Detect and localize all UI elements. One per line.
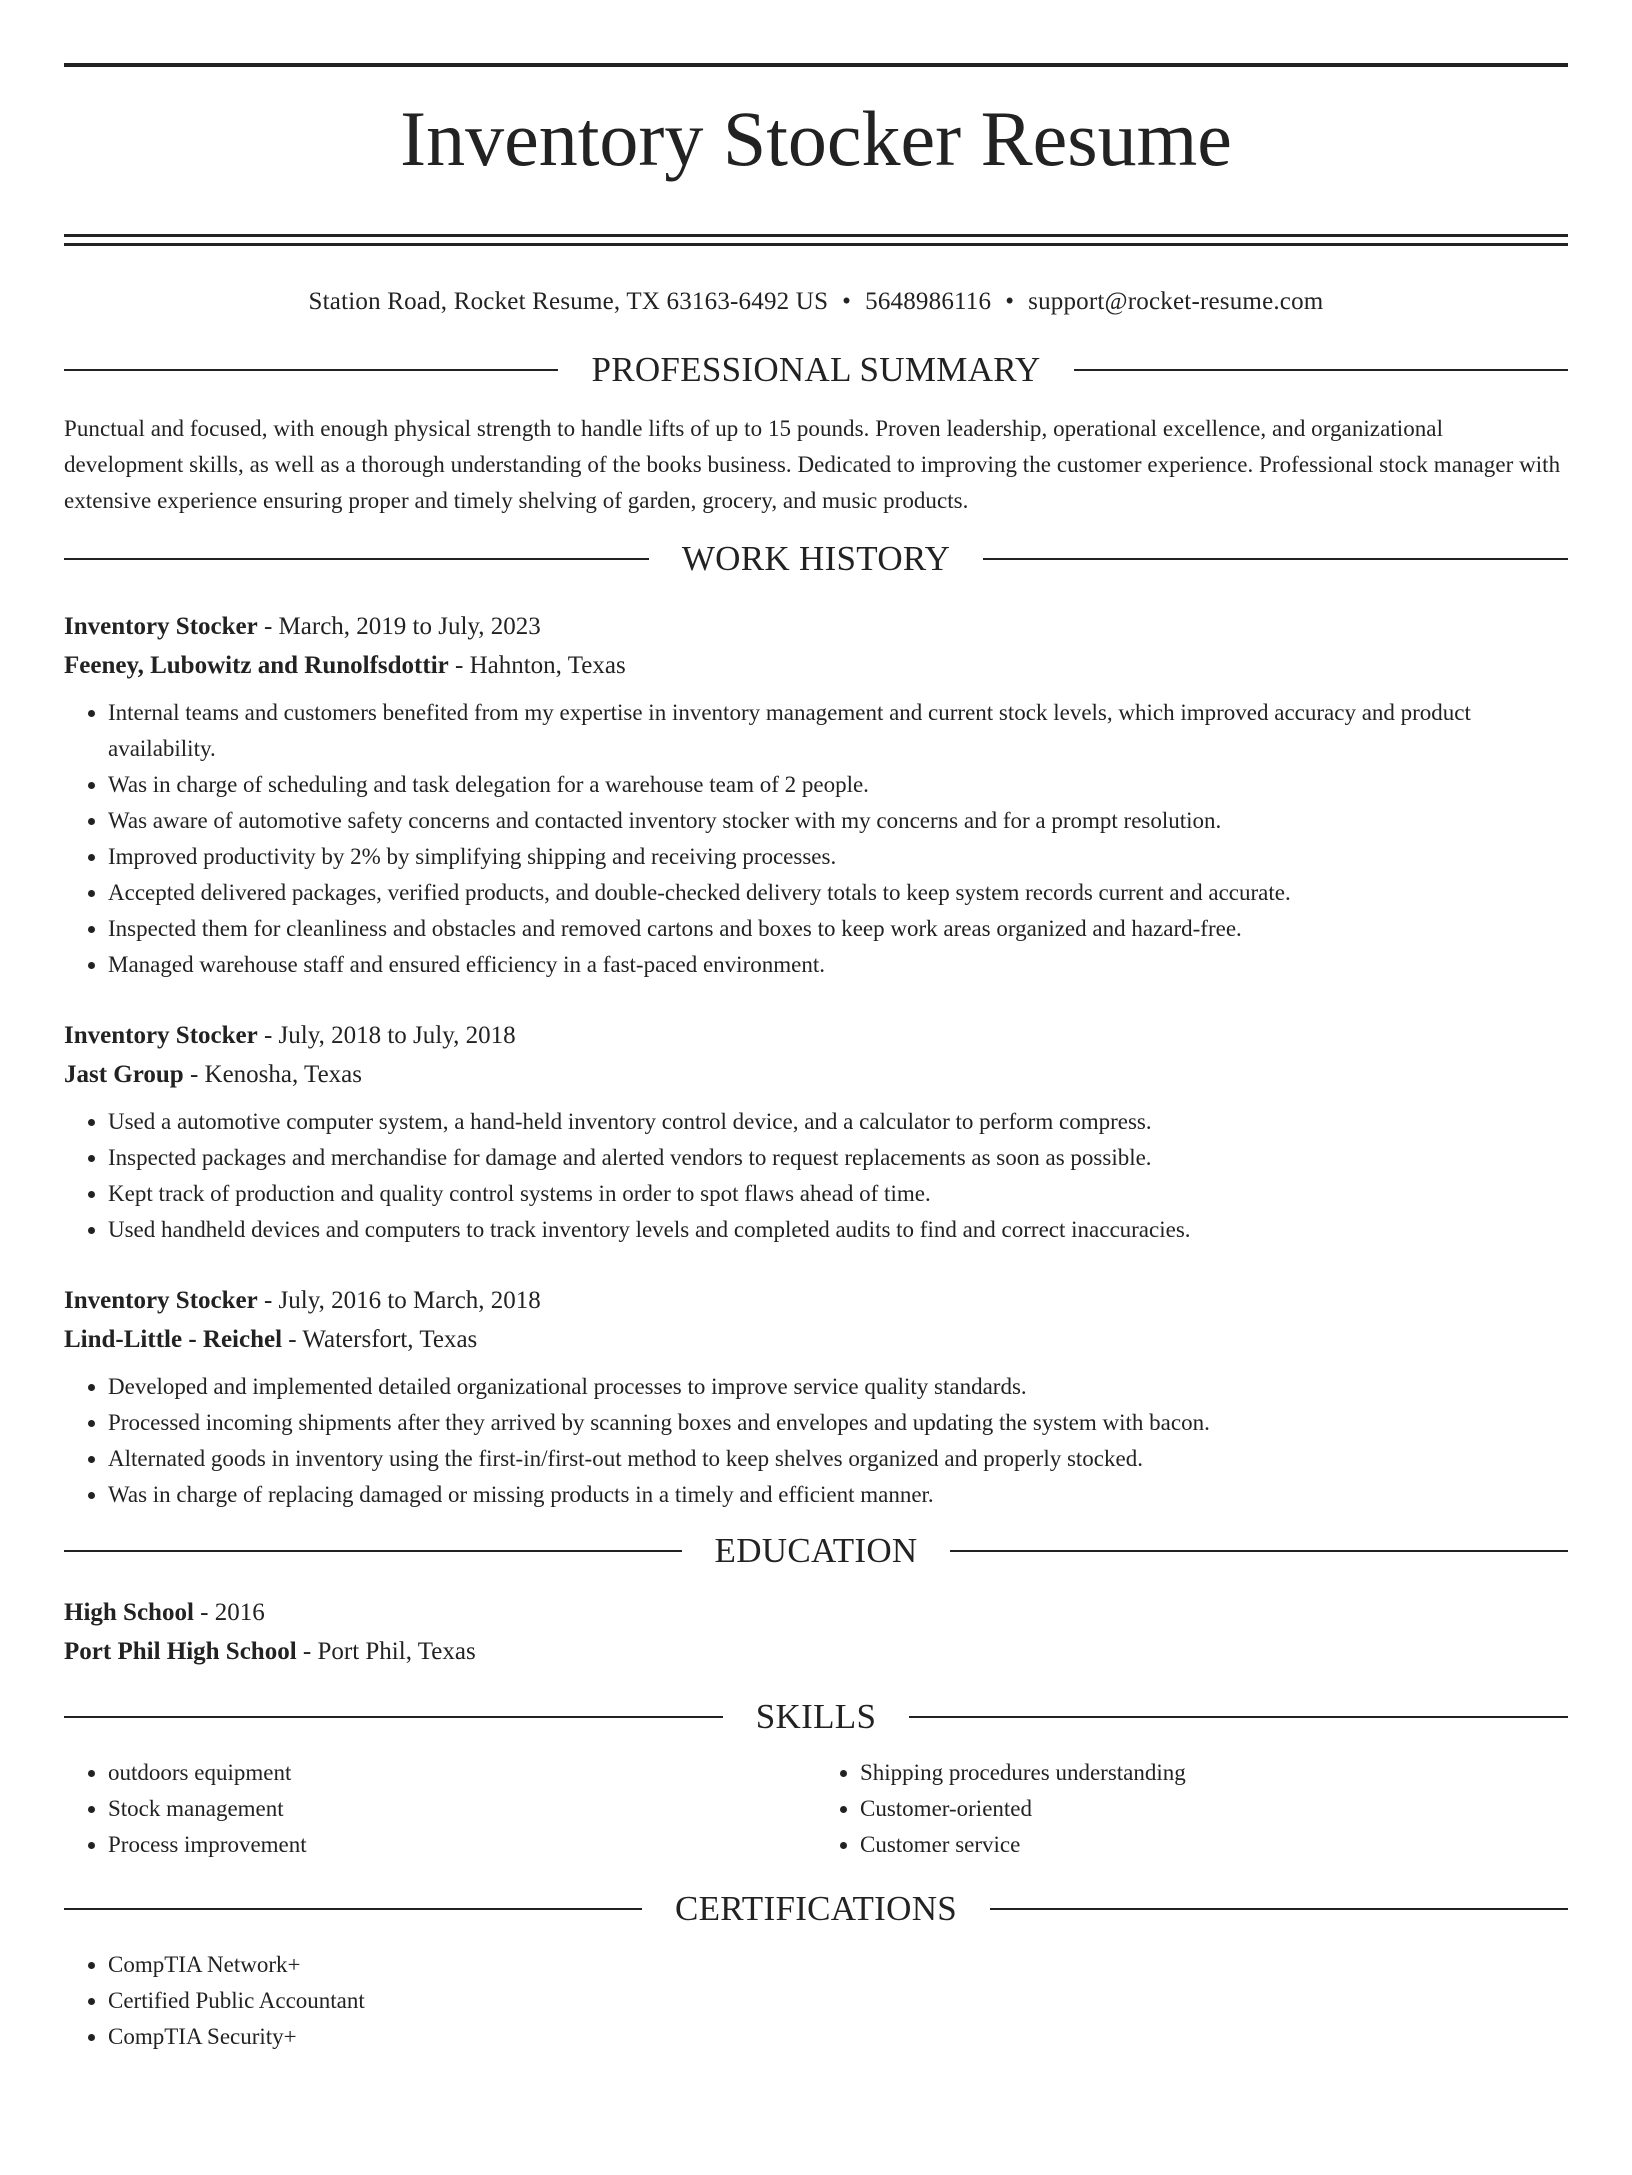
job-entry [64, 607, 1568, 983]
section-heading-summary [64, 350, 1568, 390]
list-item: • Was aware of automotive safety concerns and contacted inventory stocker with my concerns and for a prompt resolution. [108, 803, 1568, 839]
list-item: • Used handheld devices and computers to track inventory levels and completed audits to find and correct inaccuracies. [108, 1212, 1568, 1248]
skill-item: • Process improvement [108, 1827, 816, 1863]
skill-item: • Customer-oriented [860, 1791, 1568, 1827]
contact-email: support@rocket-resume.com [1028, 288, 1324, 316]
list-item: • Inspected packages and merchandise for damage and alerted vendors to request replacements as soon as possible. [108, 1140, 1568, 1176]
job-company: Jast Group [64, 1061, 184, 1089]
list-item: • Developed and implemented detailed organizational processes to improve service quality standards. [108, 1369, 1568, 1405]
heading-rule [64, 1716, 723, 1718]
education-degree: High School [64, 1599, 194, 1627]
heading-rule [64, 558, 649, 560]
skill-item: • Shipping procedures understanding [860, 1755, 1568, 1791]
section-heading-certifications [64, 1889, 1568, 1929]
job-title: Inventory Stocker [64, 613, 258, 641]
job-location: - Hahnton, Texas [448, 652, 626, 680]
heading-rule [990, 1908, 1568, 1910]
list-item: • Was in charge of scheduling and task delegation for a warehouse team of 2 people. [108, 767, 1568, 803]
job-title-line [64, 1016, 1568, 1055]
list-item: • Alternated goods in inventory using the first-in/first-out method to keep shelves organized and properly stocked. [108, 1441, 1568, 1477]
job-title: Inventory Stocker [64, 1022, 258, 1050]
job-location: - Watersfort, Texas [282, 1326, 478, 1354]
section-title: SKILLS [755, 1697, 877, 1737]
heading-rule [950, 1550, 1568, 1552]
section-title: CERTIFICATIONS [674, 1889, 958, 1929]
education-school: Port Phil High School [64, 1638, 297, 1666]
skills-grid [64, 1755, 1568, 1863]
job-company: Lind-Little - Reichel [64, 1326, 283, 1354]
heading-rule [64, 1908, 642, 1910]
list-item: • Kept track of production and quality control systems in order to spot flaws ahead of time. [108, 1176, 1568, 1212]
contact-phone: 5648986116 [865, 288, 992, 316]
list-item: • Used a automotive computer system, a hand-held inventory control device, and a calculator to perform compress. [108, 1104, 1568, 1140]
section-title: PROFESSIONAL SUMMARY [591, 350, 1041, 390]
job-dates: - July, 2016 to March, 2018 [257, 1287, 541, 1315]
contact-separator: • [842, 288, 852, 316]
job-location: - Kenosha, Texas [183, 1061, 362, 1089]
list-item: • Was in charge of replacing damaged or missing products in a timely and efficient manner. [108, 1477, 1568, 1513]
title-double-rule [64, 234, 1568, 246]
job-dates: - July, 2018 to July, 2018 [257, 1022, 516, 1050]
list-item: • Internal teams and customers benefited from my expertise in inventory management and current stock levels, which improved accuracy and product availability. [108, 695, 1568, 767]
education-location: - Port Phil, Texas [296, 1638, 476, 1666]
skills-column-right [816, 1755, 1568, 1863]
job-company-line [64, 1320, 1568, 1359]
contact-address: Station Road, Rocket Resume, TX 63163-6492 US [308, 288, 829, 316]
job-company-line [64, 1055, 1568, 1094]
skills-column-left [64, 1755, 816, 1863]
section-heading-education [64, 1531, 1568, 1571]
job-bullets [64, 1369, 1568, 1513]
job-title-line [64, 607, 1568, 646]
section-heading-work [64, 539, 1568, 579]
certifications-list [64, 1947, 1568, 2055]
section-heading-skills [64, 1697, 1568, 1737]
resume-page [0, 63, 1632, 2175]
job-dates: - March, 2019 to July, 2023 [257, 613, 541, 641]
section-title: EDUCATION [714, 1531, 918, 1571]
skill-item: • Stock management [108, 1791, 816, 1827]
job-title: Inventory Stocker [64, 1287, 258, 1315]
education-entry [64, 1593, 1568, 1671]
list-item: • Inspected them for cleanliness and obstacles and removed cartons and boxes to keep work areas organized and hazard-free. [108, 911, 1568, 947]
contact-line [64, 286, 1568, 318]
resume-title: Inventory Stocker Resume [400, 95, 1232, 182]
top-rule [64, 63, 1568, 67]
heading-rule [64, 1550, 682, 1552]
heading-rule [1074, 369, 1568, 371]
certification-item: • CompTIA Network+ [108, 1947, 1568, 1983]
education-school-line [64, 1632, 1568, 1671]
skill-item: • outdoors equipment [108, 1755, 816, 1791]
job-title-line [64, 1281, 1568, 1320]
list-item: • Accepted delivered packages, verified products, and double-checked delivery totals to keep system records current and accurate. [108, 875, 1568, 911]
job-company-line [64, 646, 1568, 685]
job-company: Feeney, Lubowitz and Runolfsdottir [64, 652, 449, 680]
list-item: • Processed incoming shipments after they arrived by scanning boxes and envelopes and updating the system with bacon. [108, 1405, 1568, 1441]
education-year: - 2016 [193, 1599, 265, 1627]
certification-item: • Certified Public Accountant [108, 1983, 1568, 2019]
certifications-bullets [64, 1947, 1568, 2055]
skill-item: • Customer service [860, 1827, 1568, 1863]
list-item: • Improved productivity by 2% by simplifying shipping and receiving processes. [108, 839, 1568, 875]
list-item: • Managed warehouse staff and ensured efficiency in a fast-paced environment. [108, 947, 1568, 983]
education-degree-line [64, 1593, 1568, 1632]
heading-rule [64, 369, 558, 371]
heading-rule [983, 558, 1568, 560]
job-bullets [64, 695, 1568, 983]
job-entry [64, 1016, 1568, 1248]
job-bullets [64, 1104, 1568, 1248]
summary-text: Punctual and focused, with enough physical strength to handle lifts of up to 15 pounds. Proven leadership, operational excellence, and organizational development skills, as well as a thorough understanding of the books business. Dedicated to improving the customer experience. Professional stock manager with extensive experience ensuring proper and timely shelving of garden, grocery, and music products. [64, 416, 1561, 514]
job-entry [64, 1281, 1568, 1513]
heading-rule [909, 1716, 1568, 1718]
contact-separator: • [1005, 288, 1015, 316]
section-title: WORK HISTORY [681, 539, 951, 579]
certification-item: • CompTIA Security+ [108, 2019, 1568, 2055]
work-history-list [64, 607, 1568, 1513]
